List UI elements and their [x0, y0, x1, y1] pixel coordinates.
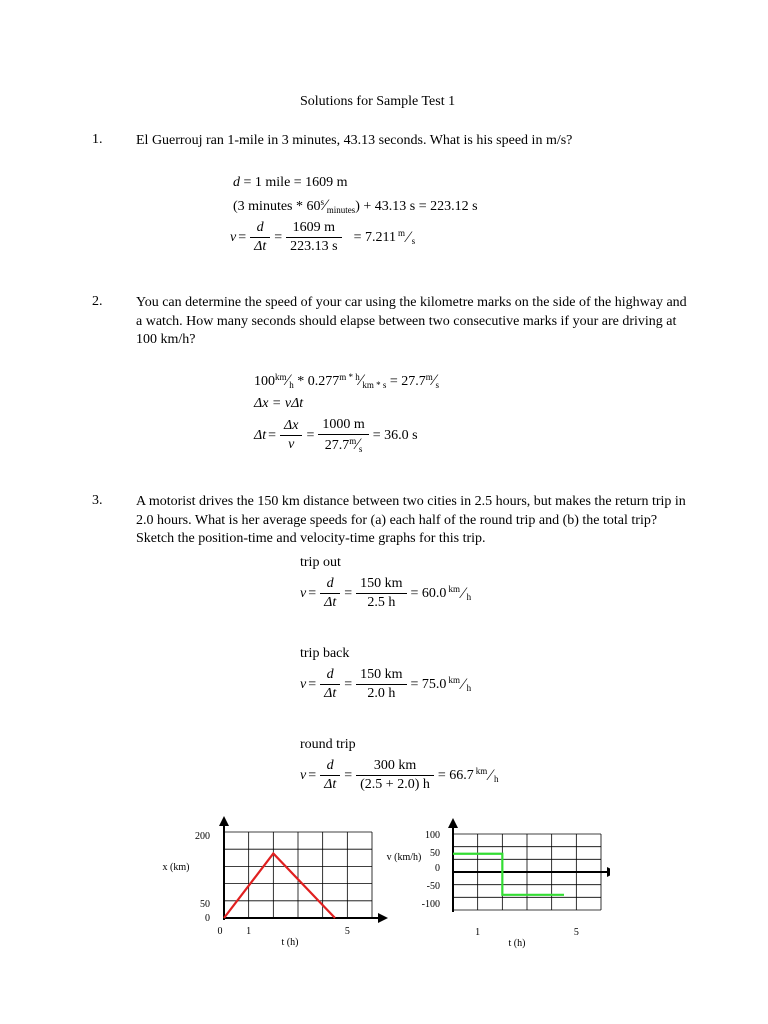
q1-slash: ⁄: [324, 197, 327, 214]
q2-frac-den-value: 27.7: [324, 438, 350, 453]
q3p3-v: v: [300, 767, 307, 783]
q3-part-3-equation: [300, 758, 498, 793]
q3p1-u2: h: [466, 591, 472, 602]
q3p3-frac-values: [356, 758, 434, 793]
q2-l1-a: 100: [254, 374, 275, 389]
q1-eq2: =: [274, 229, 283, 245]
y-tick-label: -100: [421, 899, 440, 910]
q3p2-fv-den: 2.0 h: [367, 686, 396, 701]
q2-frac-symbolic-den: v: [288, 437, 295, 452]
x-tick-label: 1: [475, 927, 481, 938]
y-tick-label: 100: [425, 830, 440, 841]
question-2-text: You can determine the speed of your car using the kilometre marks on the side of the highway and a watch. How many seconds should elapse between two consecutive marks if your are driving at 100 km/h?: [136, 295, 687, 347]
q3p3-fv-num: 300 km: [356, 758, 434, 776]
q2-l1-u6: s: [435, 380, 439, 390]
q3p1-slash: ⁄: [461, 584, 465, 602]
q1-var-d: d: [233, 175, 240, 190]
q3p2-eq1: =: [308, 676, 317, 692]
q2-l1-u4: km * s: [362, 380, 387, 390]
q3p3-u1: km: [475, 765, 488, 776]
q3p2-result: = 75.0: [410, 676, 447, 692]
position-time-graph: [150, 808, 390, 958]
y-tick-label: 50: [200, 899, 210, 910]
q2-l1-b: * 0.277: [293, 374, 340, 389]
q3p3-fs-num: d: [320, 758, 340, 776]
q2-frac-den-u1: m: [349, 436, 357, 446]
q3p1-fv-den: 2.5 h: [367, 595, 396, 610]
q1-distance-line: [233, 175, 348, 191]
q3p2-slash: ⁄: [461, 675, 465, 693]
q3p2-v: v: [300, 676, 307, 692]
q3p2-frac-values: [356, 667, 406, 702]
q3-part-1-label: trip out: [300, 555, 341, 570]
q1-result-unit-num: m: [397, 227, 405, 238]
q2-frac-den-slash: ⁄: [356, 436, 359, 453]
q3p2-fs-den: Δt: [324, 686, 337, 701]
question-1-text: El Guerrouj ran 1-mile in 3 minutes, 43.13 seconds. What is his speed in m/s?: [136, 133, 573, 148]
q1-result: = 7.211: [353, 229, 396, 245]
question-3-text: A motorist drives the 150 km distance between two cities in 2.5 hours, but makes the return trip in 2.0 hours. What is her average speeds for (a) each half of the round trip and (b) the total trip? Sketch the position-time and velocity-time graphs for this trip.: [136, 494, 686, 546]
page-title: Solutions for Sample Test 1: [300, 94, 456, 109]
q2-l1-c: = 27.7: [386, 374, 426, 389]
q2-time-equation: [254, 417, 418, 454]
x-tick-label: 5: [344, 926, 350, 937]
q1-distance-text: = 1 mile = 1609 m: [243, 175, 348, 190]
q1-frac-symbolic-den: Δt: [254, 239, 267, 254]
x-axis-arrow: [607, 867, 610, 877]
velocity-time-graph: [380, 808, 610, 958]
y-tick-label: -50: [426, 881, 440, 892]
question-2-number: 2.: [92, 294, 103, 309]
y-tick-label: 0: [435, 863, 440, 874]
question-1-number: 1.: [92, 132, 103, 147]
q3p3-fv-den: (2.5 + 2.0) h: [360, 777, 430, 792]
q1-time-a: (3 minutes * 60: [233, 199, 321, 214]
q3p2-u2: h: [466, 682, 472, 693]
q2-l1-u1: km: [275, 372, 287, 382]
q1-time-unit-den: minutes: [326, 205, 356, 215]
data-series-line: [224, 854, 335, 919]
q1-frac-symbolic-num: d: [250, 220, 270, 238]
q3p3-eq1: =: [308, 767, 317, 783]
q2-conversion-line: [254, 372, 439, 390]
q3p1-eq2: =: [344, 585, 353, 601]
q3-part-2-equation: [300, 667, 471, 702]
y-axis-arrow: [219, 816, 229, 826]
y-axis-label: v (km/h): [386, 852, 422, 863]
q1-time-line: [233, 197, 478, 215]
q3p1-result: = 60.0: [410, 585, 447, 601]
y-tick-label: 50: [430, 848, 440, 859]
y-axis-label: x (km): [162, 862, 190, 873]
q3p3-u2: h: [493, 773, 499, 784]
q2-eq1: =: [268, 427, 277, 443]
q2-displacement-line: Δx = vΔt: [254, 396, 304, 411]
q3p2-fs-num: d: [320, 667, 340, 685]
q3p3-result: = 66.7: [437, 767, 474, 783]
q1-v: v: [230, 229, 237, 245]
q2-frac-values-den: [318, 435, 368, 454]
q3p1-fv-num: 150 km: [356, 576, 406, 594]
q3p1-fs-den: Δt: [324, 595, 337, 610]
x-tick-label: 0: [217, 926, 223, 937]
x-tick-label: 5: [573, 927, 579, 938]
q3p2-fv-num: 150 km: [356, 667, 406, 685]
q3p2-frac-symbolic: [320, 667, 340, 702]
q2-dt: Δt: [254, 427, 267, 443]
q1-time-unit-num: s: [320, 197, 325, 207]
q1-result-slash: ⁄: [407, 228, 410, 246]
q2-frac-den-u2: s: [358, 444, 363, 454]
q1-eq1: =: [238, 229, 247, 245]
x-axis-label: t (h): [281, 937, 299, 948]
q3p1-frac-values: [356, 576, 406, 611]
q3p2-u1: km: [448, 674, 460, 685]
q2-eq2: =: [306, 427, 315, 443]
q2-frac-values: [318, 417, 368, 454]
q3p3-eq2: =: [344, 767, 353, 783]
q3p1-fs-num: d: [320, 576, 340, 594]
q2-l1-u3: m * h: [339, 372, 360, 382]
q2-result: = 36.0 s: [372, 427, 418, 443]
q2-slash-1: ⁄: [286, 372, 290, 389]
q1-frac-values: [286, 220, 341, 255]
q3p1-u1: km: [448, 583, 460, 594]
q3p2-eq2: =: [344, 676, 353, 692]
q2-slash-3: ⁄: [432, 372, 436, 389]
q2-l1-u2: h: [289, 380, 294, 390]
q1-time-b: ) + 43.13 s = 223.12 s: [355, 199, 478, 214]
q3p3-slash: ⁄: [489, 766, 492, 784]
q1-frac-values-num: 1609 m: [286, 220, 341, 238]
q3-part-3-label: round trip: [300, 737, 356, 752]
q1-frac-symbolic: [250, 220, 270, 255]
q3p1-frac-symbolic: [320, 576, 340, 611]
q1-frac-values-den: 223.13 s: [290, 239, 338, 254]
q3-part-1-equation: [300, 576, 471, 611]
q1-result-unit-den: s: [411, 235, 416, 246]
x-axis-label: t (h): [508, 938, 526, 949]
q2-slash-2: ⁄: [359, 372, 363, 389]
q2-frac-values-num: 1000 m: [318, 417, 368, 435]
q3p3-fs-den: Δt: [324, 777, 337, 792]
q3p1-v: v: [300, 585, 307, 601]
y-tick-label: 0: [205, 913, 210, 924]
q3-part-2-label: trip back: [300, 646, 350, 661]
q3p3-frac-symbolic: [320, 758, 340, 793]
question-3-number: 3.: [92, 493, 103, 508]
y-axis-arrow: [448, 818, 458, 828]
data-series-line: [453, 854, 564, 895]
q2-frac-symbolic: [280, 418, 302, 453]
x-tick-label: 1: [246, 926, 252, 937]
q2-l1-u5: m: [425, 372, 433, 382]
q3p1-eq1: =: [308, 585, 317, 601]
y-tick-label: 200: [195, 831, 210, 842]
q1-speed-equation: [230, 220, 415, 255]
q2-frac-symbolic-num: Δx: [280, 418, 302, 436]
